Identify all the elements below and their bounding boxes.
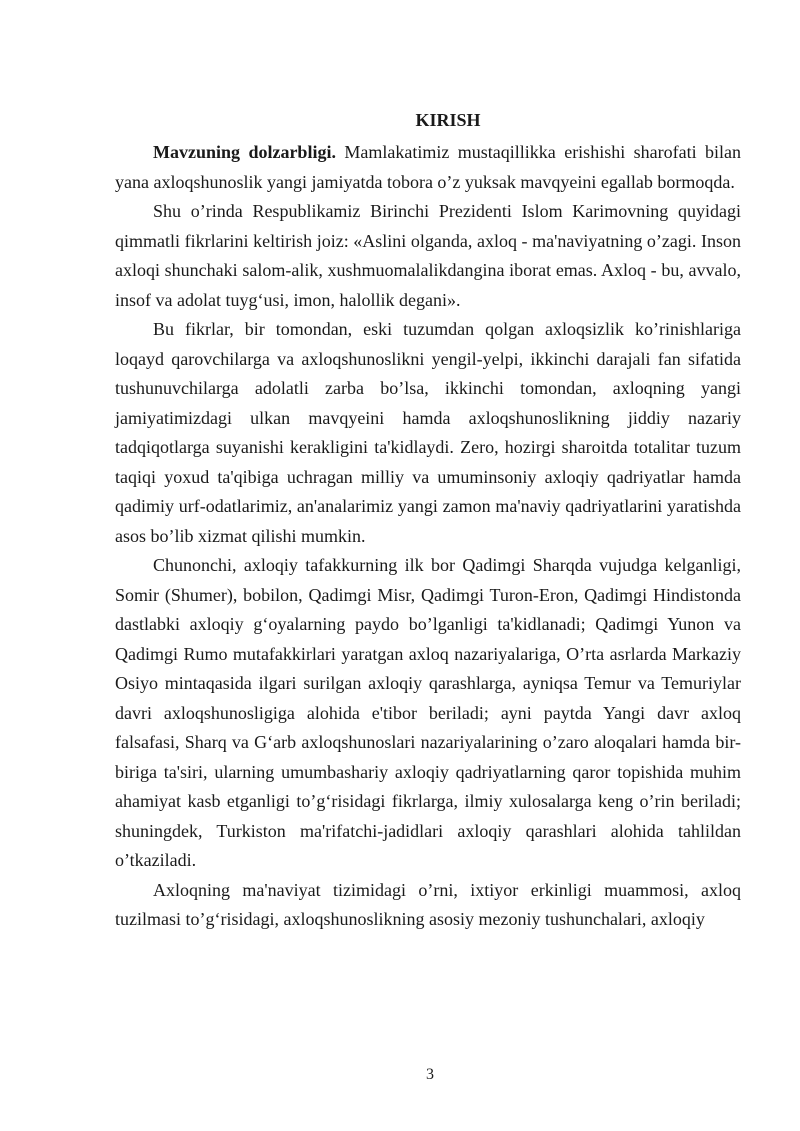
paragraph-intro-text: Mamlakatimiz mustaqillikka erishishi sharofati bilan yana axloqshunoslik yangi jamiyatda tobora o’z yuksak mavqyeini egallab bormoqda. <box>115 142 742 192</box>
paragraph-intro <box>115 138 741 197</box>
page-content <box>115 109 741 935</box>
paragraph-lead-heading: Mavzuning dolzarbligi. <box>153 142 336 162</box>
paragraph-quote: Shu o’rinda Respublikamiz Birinchi Prezidenti Islom Karimovning quyidagi qimmatli fikrlarini keltirish joiz: «Aslini olganda, axloq - ma'naviyatning o’zagi. Inson axloqi shunchaki salom-alik, xushmuomalalikdangina iborat emas. Axloq - bu, avvalo, insof va adolat tuyg‘usi, imon, halollik degani». <box>115 201 741 310</box>
paragraph-thoughts: Bu fikrlar, bir tomondan, eski tuzumdan qolgan axloqsizlik ko’rinishlariga loqayd qarovchilarga va axloqshunoslikni yengil-yelpi, ikkinchi darajali fan sifatida tushunuvchilarga adolatli zarba bo’lsa, ikkinchi tomondan, axloqning yangi jamiyatimizdagi ulkan mavqyeini hamda axloqshunoslikning jiddiy nazariy tadqiqotlarga suyanishi kerakligini ta'kidlaydi. Zero, hozirgi sharoitda totalitar tuzum taqiqi yoxud ta'qibiga uchragan milliy va umuminsoniy axloqiy qadriyatlar hamda qadimiy urf-odatlarimiz, an'analarimiz yangi zamon ma'naviy qadriyatlarini yaratishda asos bo’lib xizmat qilishi mumkin. <box>115 319 741 546</box>
section-title: KIRISH <box>415 110 481 130</box>
paragraph-history: Chunonchi, axloqiy tafakkurning ilk bor Qadimgi Sharqda vujudga kelganligi, Somir (Shumer), bobilon, Qadimgi Misr, Qadimgi Turon-Eron, Qadimgi Hindistonda dastlabki axloqiy g‘oyalarning paydo bo’lganligi ta'kidlanadi; Qadimgi Yunon va Qadimgi Rumo mutafakkirlari yaratgan axloq nazariyalariga, O’rta asrlarda Markaziy Osiyo mintaqasida ilgari surilgan axloqiy qarashlarga, ayniqsa Temur va Temuriylar davri axloqshunosligiga alohida e'tibor beriladi; ayni paytda Yangi davr axloq falsafasi, Sharq va G‘arb axloqshunoslari nazariyalarining o’zaro aloqalari hamda bir-biriga ta'siri, ularning umumbashariy axloqiy qadriyatlarning qaror topishida muhim ahamiyat kasb etganligi to’g‘risidagi fikrlarga, ilmiy xulosalarga keng o’rin beriladi; shuningdek, Turkiston ma'rifatchi-jadidlari axloqiy qarashlari alohida tahlildan o’tkaziladi. <box>115 555 741 870</box>
page-number: 3 <box>426 1066 434 1083</box>
paragraph-continuation: Axloqning ma'naviyat tizimidagi o’rni, ixtiyor erkinligi muammosi, axloq tuzilmasi to’g‘risidagi, axloqshunoslikning asosiy mezoniy tushunchalari, axloqiy <box>115 879 741 929</box>
